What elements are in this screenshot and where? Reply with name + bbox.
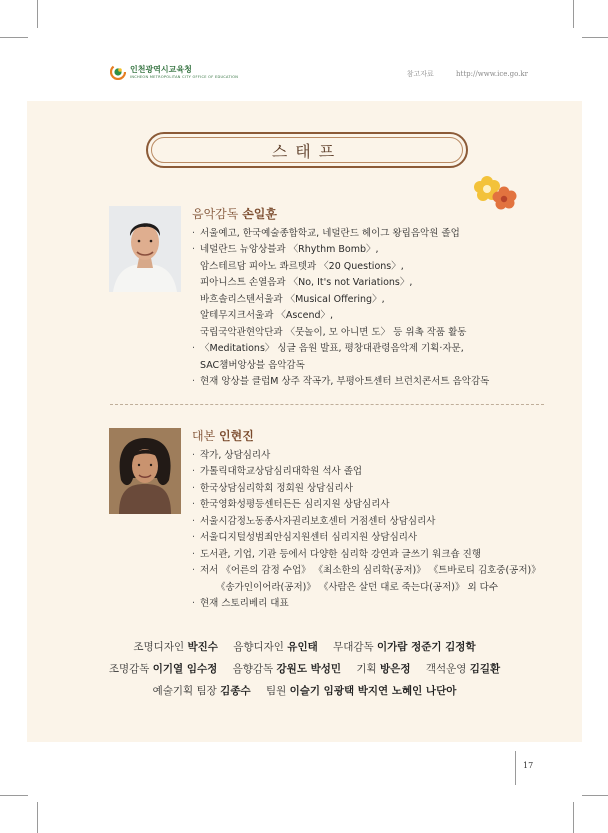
crop-mark <box>573 802 574 833</box>
logo-name: 인천광역시교육청 <box>130 64 192 74</box>
section-title-frame <box>146 132 468 168</box>
credit-names: 유인태 <box>287 641 318 653</box>
credit-names: 이슬기 임광택 박지연 노혜인 나단아 <box>289 685 457 697</box>
page-header <box>110 64 528 86</box>
bio-item: · 작가, 상담심리사 <box>192 448 541 465</box>
credit-names: 박진수 <box>187 641 218 653</box>
logo <box>110 64 238 80</box>
crop-mark <box>37 802 38 833</box>
bio-list <box>192 448 541 613</box>
bio-item: 《송가인이어라(공저)》 《사람은 살던 대로 죽는다(공저)》 외 다수 <box>216 581 499 593</box>
credit-role: 기획 <box>356 663 377 675</box>
site-url: http://www.ice.go.kr <box>456 70 528 78</box>
credit-names: 김길환 <box>469 663 501 675</box>
bio-item: · 도서관, 기업, 기관 등에서 다양한 심리학 강연과 글쓰기 워크숍 진행 <box>192 547 541 564</box>
credit-role: 무대감독 <box>333 641 374 653</box>
bio-item: · 한국상담심리학회 정회원 상담심리사 <box>192 481 541 498</box>
staff-heading <box>192 206 489 223</box>
staff-role: 대본 <box>192 429 216 443</box>
crop-mark <box>582 795 608 796</box>
credit-role: 음향감독 <box>232 663 274 675</box>
staff-role: 음악감독 <box>192 207 239 221</box>
bio-item: · 저서 《어른의 감정 수업》 《최소한의 심리학(공저)》 《트바로티 김호중(공저)》 <box>192 563 541 580</box>
bio-item: · 현재 앙상블 클럽M 상주 작곡가, 부평아트센터 브런치콘서트 음악감독 <box>192 374 489 391</box>
crop-mark <box>582 37 608 38</box>
credits-line <box>27 636 582 658</box>
credit-names: 이기열 임수정 <box>152 663 218 675</box>
credit-names: 방은정 <box>380 663 411 675</box>
staff-name: 인현진 <box>219 429 254 443</box>
credit-role: 조명디자인 <box>133 641 185 653</box>
bio-item: 국립국악관현악단과 〈뭇놀이, 모 아니면 도〉 등 위촉 작품 활동 <box>200 326 467 338</box>
bio-item: SAC챔버앙상블 음악감독 <box>200 359 305 371</box>
bio-item: · 가톨릭대학교상담심리대학원 석사 졸업 <box>192 464 541 481</box>
bio-item: · 서울시감정노동종사자권리보호센터 거점센터 상담심리사 <box>192 514 541 531</box>
logo-subtitle: INCHEON METROPOLITAN CITY OFFICE OF EDUCATION <box>130 74 239 79</box>
page-number: 17 <box>523 761 534 770</box>
bio-item: · 서울예고, 한국예술종합학교, 네덜란드 헤이그 왕립음악원 졸업 <box>192 226 489 243</box>
crop-mark <box>0 795 28 796</box>
crop-mark <box>0 37 28 38</box>
footer-divider <box>515 751 516 785</box>
staff-name: 손일훈 <box>242 207 277 221</box>
bio-item: · 한국영화성평등센터든든 심리지원 상담심리사 <box>192 497 541 514</box>
credit-role: 예술기획 팀장 <box>152 685 217 697</box>
credits-line <box>27 658 582 680</box>
bio-item: · 네덜란드 뉴앙상블과 〈Rhythm Bomb〉, <box>192 242 489 259</box>
logo-icon <box>110 64 126 80</box>
bio-item: 바흐솔리스텐서울과 〈Musical Offering〉, <box>200 293 385 305</box>
portrait-music-director <box>109 206 181 292</box>
staff-music-director <box>192 206 489 391</box>
credit-names: 이가람 정준기 김정학 <box>377 641 476 653</box>
credit-role: 음향디자인 <box>233 641 284 653</box>
staff-script-writer <box>192 428 541 613</box>
credit-names: 강원도 박성민 <box>276 663 342 675</box>
section-divider <box>110 404 544 405</box>
bio-item: 알테무지크서울과 〈Ascend〉, <box>200 310 334 321</box>
credit-role: 팀원 <box>265 685 287 697</box>
header-ref <box>387 69 528 79</box>
bio-item: · 〈Meditations〉 싱글 음원 발표, 평창대관령음악제 기획·자문, <box>192 341 489 358</box>
bio-item: 암스테르담 피아노 콰르텟과 〈20 Questions〉, <box>200 260 404 272</box>
bio-item: · 서울디지털성범죄안심지원센터 심리지원 상담심리사 <box>192 530 541 547</box>
staff-heading <box>192 428 541 445</box>
portrait-script-writer <box>109 428 181 514</box>
staff-credits <box>27 636 582 702</box>
credit-names: 김종수 <box>220 685 251 697</box>
bio-item: · 현재 스토리베리 대표 <box>192 596 541 613</box>
crop-mark <box>37 0 38 28</box>
bio-list <box>192 226 489 391</box>
bio-item: 피아니스트 손열음과 〈No, It's not Variations〉, <box>200 277 413 288</box>
credit-role: 객석운영 <box>425 663 467 675</box>
crop-mark <box>573 0 574 28</box>
section-title: 스태프 <box>271 141 343 161</box>
credit-role: 조명감독 <box>108 663 150 675</box>
ref-label: 참고자료 <box>406 70 434 78</box>
credits-line <box>27 680 582 702</box>
content-panel <box>27 101 582 742</box>
